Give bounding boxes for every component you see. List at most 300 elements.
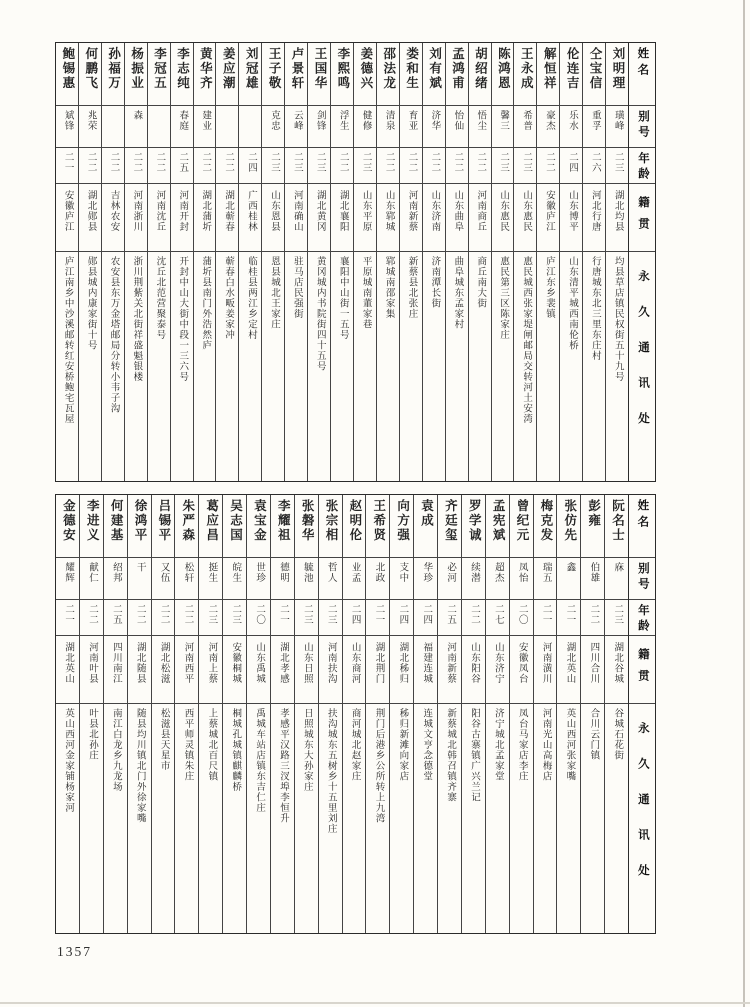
address-cell: [366, 703, 389, 933]
age-cell-text: 二三: [360, 152, 371, 173]
address-cell: [534, 703, 557, 933]
alias-cell: [605, 557, 628, 599]
alias-cell: [377, 105, 399, 147]
origin-cell-text: 安徽庐江: [62, 190, 73, 232]
origin-cell-text: 四川南江: [110, 642, 121, 684]
age-cell: [557, 599, 580, 635]
header-address-label-text: 永久通讯处: [636, 722, 649, 900]
age-cell-text: 二二: [108, 152, 119, 173]
origin-cell-text: 湖北蕲春: [223, 190, 234, 232]
name-cell-text: 张宗相: [323, 499, 338, 543]
person-column: [270, 495, 294, 933]
age-cell-text: 二二: [134, 604, 145, 625]
age-cell-text: 二三: [291, 152, 302, 173]
address-cell: [354, 251, 376, 481]
person-column: [582, 43, 605, 481]
alias-cell: [583, 105, 605, 147]
alias-cell: [354, 105, 376, 147]
origin-cell-text: 湖北郧县: [85, 190, 96, 232]
origin-cell: [148, 183, 170, 251]
origin-cell-text: 湖北英山: [564, 642, 575, 684]
person-column: [422, 43, 445, 481]
age-cell: [486, 599, 509, 635]
header-age-label-text: 年龄: [636, 152, 649, 183]
name-cell: [438, 495, 461, 557]
header-alias-label: [629, 557, 655, 599]
name-cell: [194, 43, 216, 105]
origin-cell: [285, 183, 307, 251]
age-cell: [534, 599, 557, 635]
person-column: [294, 495, 318, 933]
person-column: [307, 43, 330, 481]
header-column: [628, 43, 655, 481]
address-cell: [446, 251, 468, 481]
address-cell-text: 沈丘北范营聚泰号: [154, 256, 165, 340]
name-cell: [199, 495, 222, 557]
age-cell: [446, 147, 468, 183]
origin-cell-text: 山东平原: [360, 190, 371, 232]
name-cell-text: 向方强: [395, 499, 410, 543]
name-cell-text: 解恒祥: [542, 47, 557, 91]
header-address-label: [629, 703, 655, 933]
header-age-label: [629, 599, 655, 635]
name-cell: [534, 495, 557, 557]
name-cell-text: 黄华齐: [198, 47, 213, 91]
address-cell: [285, 251, 307, 481]
address-cell: [537, 251, 559, 481]
age-cell-text: 二三: [612, 152, 623, 173]
alias-cell-text: 怡仙: [452, 110, 463, 131]
origin-cell: [295, 635, 318, 703]
age-cell: [194, 147, 216, 183]
alias-cell-text: 璜峰: [612, 110, 623, 131]
alias-cell: [469, 105, 491, 147]
age-cell: [171, 147, 193, 183]
age-cell: [223, 599, 246, 635]
person-column: [170, 43, 193, 481]
name-cell: [557, 495, 580, 557]
alias-cell: [514, 105, 536, 147]
person-column: [238, 43, 261, 481]
name-cell: [462, 495, 485, 557]
header-name-label-text: 姓名: [636, 47, 649, 80]
name-cell: [354, 43, 376, 105]
origin-cell-text: 山东济宁: [492, 642, 503, 684]
address-cell: [247, 703, 270, 933]
origin-cell-text: 河南确山: [291, 190, 302, 232]
name-cell-text: 葛应昌: [204, 499, 219, 543]
alias-cell-text: 哲人: [325, 562, 336, 583]
address-cell-text: 山东清平城西南伦桥: [566, 256, 577, 351]
address-cell: [223, 703, 246, 933]
origin-cell: [583, 183, 605, 251]
age-cell: [128, 599, 151, 635]
name-cell-text: 吴志国: [228, 499, 243, 543]
address-cell-text: 农安县东万金塔邮局分转小韦子沟: [108, 256, 119, 414]
age-cell: [423, 147, 445, 183]
alias-cell: [171, 105, 193, 147]
alias-cell-text: 剑锋: [314, 110, 325, 131]
origin-cell-text: 山东博平: [566, 190, 577, 232]
alias-cell-text: 瑞五: [540, 562, 551, 583]
name-cell: [102, 43, 124, 105]
origin-cell-text: 湖北襄阳: [337, 190, 348, 232]
address-cell-text: 松滋县天星市: [158, 708, 169, 771]
person-column: [559, 43, 582, 481]
origin-cell-text: 湖北随县: [134, 642, 145, 684]
address-cell-text: 凤台马家店李庄: [516, 708, 527, 782]
name-cell-text: 何建基: [109, 499, 124, 543]
age-cell-text: 二二: [452, 152, 463, 173]
person-column: [246, 495, 270, 933]
address-cell: [331, 251, 353, 481]
origin-cell: [423, 183, 445, 251]
name-cell-text: 姜德兴: [358, 47, 373, 91]
name-cell: [319, 495, 342, 557]
name-cell-text: 赵明伦: [347, 499, 362, 543]
alias-cell-text: 乐水: [566, 110, 577, 131]
origin-cell: [319, 635, 342, 703]
alias-cell: [308, 105, 330, 147]
alias-cell: [239, 105, 261, 147]
name-cell-text: 王永成: [519, 47, 534, 91]
person-column: [78, 43, 101, 481]
person-column: [193, 43, 216, 481]
name-cell: [446, 43, 468, 105]
address-cell: [486, 703, 509, 933]
header-address-label: [629, 251, 655, 481]
origin-cell-text: 河南上蔡: [206, 642, 217, 684]
alias-cell-text: 绍邦: [110, 562, 121, 583]
alias-cell: [560, 105, 582, 147]
origin-cell-text: 山东惠民: [521, 190, 532, 232]
age-cell: [102, 147, 124, 183]
origin-cell: [486, 635, 509, 703]
name-cell: [560, 43, 582, 105]
person-column: [468, 43, 491, 481]
age-cell-text: 二二: [158, 604, 169, 625]
address-cell-text: 郓城南邵家集: [383, 256, 394, 319]
age-cell: [285, 147, 307, 183]
alias-cell: [492, 105, 514, 147]
origin-cell-text: 湖北秭归: [397, 642, 408, 684]
alias-cell: [104, 557, 127, 599]
age-cell: [56, 147, 78, 183]
age-cell-text: 二一: [540, 604, 551, 625]
person-column: [330, 43, 353, 481]
alias-cell: [125, 105, 147, 147]
alias-cell-text: 凤怡: [516, 562, 527, 583]
header-origin-label: [629, 635, 655, 703]
alias-cell: [128, 557, 151, 599]
alias-cell: [175, 557, 198, 599]
address-cell: [194, 251, 216, 481]
origin-cell: [557, 635, 580, 703]
name-cell: [79, 43, 101, 105]
origin-cell: [194, 183, 216, 251]
address-cell-text: 蒲圻县南门外浩然庐: [200, 256, 211, 351]
person-column: [437, 495, 461, 933]
origin-cell-text: 湖北荆门: [373, 642, 384, 684]
age-cell-text: 二四: [349, 604, 360, 625]
address-cell: [102, 251, 124, 481]
name-cell: [400, 43, 422, 105]
address-cell-text: 黄冈城内书院街四十五号: [314, 256, 325, 372]
name-cell-text: 曾纪元: [514, 499, 529, 543]
age-cell-text: 二四: [246, 152, 257, 173]
origin-cell-text: 山东阳谷: [469, 642, 479, 684]
name-cell: [223, 495, 246, 557]
age-cell-text: 二六: [589, 152, 600, 173]
person-column: [580, 495, 604, 933]
origin-cell: [492, 183, 514, 251]
origin-cell: [377, 183, 399, 251]
origin-cell: [514, 183, 536, 251]
origin-cell: [271, 635, 294, 703]
age-cell-text: 二二: [200, 152, 211, 173]
alias-cell: [534, 557, 557, 599]
age-cell: [514, 147, 536, 183]
person-column: [101, 43, 124, 481]
origin-cell-text: 湖北黄冈: [314, 190, 325, 232]
person-column: [124, 43, 147, 481]
age-cell: [343, 599, 366, 635]
alias-cell-text: 毓池: [301, 562, 312, 583]
alias-cell: [194, 105, 216, 147]
person-column: [536, 43, 559, 481]
name-cell: [606, 43, 628, 105]
alias-cell-text: 业孟: [349, 562, 360, 583]
header-alias-label: [629, 105, 655, 147]
age-cell: [308, 147, 330, 183]
alias-cell: [80, 557, 103, 599]
name-cell: [581, 495, 604, 557]
age-cell-text: 二二: [87, 604, 97, 625]
name-cell-text: 王国华: [312, 47, 327, 91]
origin-cell-text: 山东郓城: [383, 190, 394, 232]
name-cell-text: 齐廷玺: [443, 499, 458, 543]
address-cell: [295, 703, 318, 933]
age-cell: [319, 599, 342, 635]
name-cell-text: 刘明理: [610, 47, 625, 91]
alias-cell-text: 北政: [373, 562, 384, 583]
name-cell-text: 仝宝信: [588, 47, 603, 91]
age-cell-text: 二〇: [254, 604, 265, 625]
person-column: [215, 43, 238, 481]
address-cell-text: 新蔡城北韩召镇齐寨: [445, 708, 456, 803]
address-cell: [308, 251, 330, 481]
name-cell: [271, 495, 294, 557]
age-cell: [239, 147, 261, 183]
address-cell-text: 临桂县两江乡定村: [246, 256, 257, 340]
origin-cell-text: 湖北谷城: [612, 642, 623, 684]
name-cell: [295, 495, 318, 557]
name-cell-text: 王希贤: [371, 499, 386, 543]
header-alias-label-text: 别号: [636, 562, 649, 593]
person-column: [284, 43, 307, 481]
name-cell: [128, 495, 151, 557]
origin-cell: [469, 183, 491, 251]
address-cell: [79, 251, 101, 481]
name-cell-text: 李冠五: [152, 47, 167, 91]
name-cell-text: 卢景轩: [290, 47, 305, 91]
name-cell: [285, 43, 307, 105]
address-cell-text: 上蔡城北百尺镇: [206, 708, 217, 782]
origin-cell: [175, 635, 198, 703]
age-cell: [262, 147, 284, 183]
alias-cell: [247, 557, 270, 599]
address-cell: [148, 251, 170, 481]
address-cell: [469, 251, 491, 481]
name-cell-text: 阮名士: [610, 499, 625, 543]
age-cell-text: 二二: [544, 152, 555, 173]
age-cell: [354, 147, 376, 183]
alias-cell-text: 献仁: [87, 562, 97, 583]
name-cell-text: 杨振业: [129, 47, 144, 91]
origin-cell: [343, 635, 366, 703]
address-cell: [605, 703, 628, 933]
address-cell: [171, 251, 193, 481]
origin-cell: [331, 183, 353, 251]
alias-cell-text: 馨三: [498, 110, 509, 131]
origin-cell: [354, 183, 376, 251]
age-cell-text: 二五: [445, 604, 456, 625]
address-cell: [152, 703, 175, 933]
address-cell-text: 随县均川镇北门外徐家嘴: [134, 708, 145, 824]
header-name-label: [629, 495, 655, 557]
alias-cell-text: 斌锋: [62, 110, 73, 131]
origin-cell: [247, 635, 270, 703]
age-cell: [537, 147, 559, 183]
origin-cell-text: 广西桂林: [246, 190, 257, 232]
origin-cell: [390, 635, 413, 703]
origin-cell-text: 湖北松滋: [158, 642, 169, 684]
age-cell-text: 二一: [62, 152, 73, 173]
address-cell-text: 曲阜城东孟家村: [452, 256, 463, 330]
name-cell-text: 孟宪斌: [491, 499, 506, 543]
name-cell: [104, 495, 127, 557]
origin-cell-text: 安徽庐江: [544, 190, 555, 232]
address-cell-text: 合川云门镇: [588, 708, 599, 761]
name-cell-text: 张仿先: [562, 499, 577, 543]
address-cell: [557, 703, 580, 933]
age-cell: [80, 599, 103, 635]
name-cell-text: 袁宝金: [252, 499, 267, 543]
address-cell-text: 惠民第三区陈家庄: [498, 256, 509, 340]
age-cell-text: 二三: [230, 604, 241, 625]
name-cell: [80, 495, 103, 557]
person-column: [389, 495, 413, 933]
alias-cell: [262, 105, 284, 147]
name-cell: [247, 495, 270, 557]
origin-cell: [216, 183, 238, 251]
age-cell-text: 二二: [383, 152, 394, 173]
alias-cell: [423, 105, 445, 147]
address-cell: [514, 251, 536, 481]
person-column: [103, 495, 127, 933]
address-cell-text: 惠民城西张家堤闸邮局交转河土安湾: [521, 256, 532, 424]
alias-cell: [438, 557, 461, 599]
age-cell-text: 二二: [406, 152, 417, 173]
alias-cell-text: 超杰: [492, 562, 503, 583]
name-cell: [510, 495, 533, 557]
name-cell: [152, 495, 175, 557]
origin-cell: [102, 183, 124, 251]
origin-cell: [262, 183, 284, 251]
origin-cell-text: 福建连城: [421, 642, 432, 684]
alias-cell: [271, 557, 294, 599]
age-cell-text: 二一: [564, 604, 575, 625]
origin-cell: [534, 635, 557, 703]
address-cell-text: 郧县城内康家街十号: [85, 256, 96, 351]
age-cell-text: 二〇: [516, 604, 527, 625]
alias-cell-text: 华珍: [421, 562, 432, 583]
alias-cell-text: 德明: [278, 562, 288, 583]
alias-cell: [414, 557, 437, 599]
age-cell: [152, 599, 175, 635]
age-cell-text: 二二: [85, 152, 96, 173]
origin-cell: [104, 635, 127, 703]
origin-cell: [605, 635, 628, 703]
age-cell: [271, 599, 294, 635]
alias-cell-text: 豪杰: [544, 110, 555, 131]
origin-cell-text: 安徽桐城: [230, 642, 241, 684]
age-cell-text: 二二: [337, 152, 348, 173]
address-cell-text: 平原城南董家巷: [360, 256, 371, 330]
address-cell: [271, 703, 294, 933]
age-cell-text: 二三: [325, 604, 336, 625]
age-cell-text: 二四: [421, 604, 432, 625]
origin-cell-text: 湖北英山: [63, 642, 74, 684]
name-cell-text: 陈鸿恩: [496, 47, 511, 91]
address-cell: [80, 703, 103, 933]
alias-cell: [581, 557, 604, 599]
name-cell-text: 王子敬: [267, 47, 282, 91]
person-column: [445, 43, 468, 481]
name-cell: [262, 43, 284, 105]
alias-cell-text: 健修: [360, 110, 371, 131]
age-cell-text: 二二: [154, 152, 165, 173]
person-column: [556, 495, 580, 933]
name-cell-text: 袁成: [419, 499, 434, 528]
name-cell-text: 邵法龙: [381, 47, 396, 91]
page-bottom-shadow: [0, 1002, 750, 1004]
name-cell-text: 胡绍绪: [473, 47, 488, 91]
address-cell-text: 蕲春白水畈姜家冲: [223, 256, 234, 340]
address-cell: [400, 251, 422, 481]
origin-cell: [537, 183, 559, 251]
address-cell-text: 禹城车站店镇东吉仁庄: [254, 708, 265, 813]
age-cell-text: 二二: [469, 604, 479, 625]
alias-cell: [446, 105, 468, 147]
origin-cell-text: 安徽凤台: [516, 642, 527, 684]
alias-cell: [285, 105, 307, 147]
origin-cell: [560, 183, 582, 251]
origin-cell: [199, 635, 222, 703]
address-cell: [319, 703, 342, 933]
name-cell: [56, 495, 79, 557]
address-cell-text: 均县草店镇民权街五十九号: [612, 256, 623, 382]
origin-cell: [56, 183, 78, 251]
person-column: [174, 495, 198, 933]
name-cell: [308, 43, 330, 105]
name-cell: [171, 43, 193, 105]
address-cell-text: 驻马店民强街: [291, 256, 302, 319]
origin-cell-text: 河南开封: [177, 190, 188, 232]
person-column: [353, 43, 376, 481]
address-cell-text: 庐江东乡裴镇: [544, 256, 555, 319]
header-name-label: [629, 43, 655, 105]
